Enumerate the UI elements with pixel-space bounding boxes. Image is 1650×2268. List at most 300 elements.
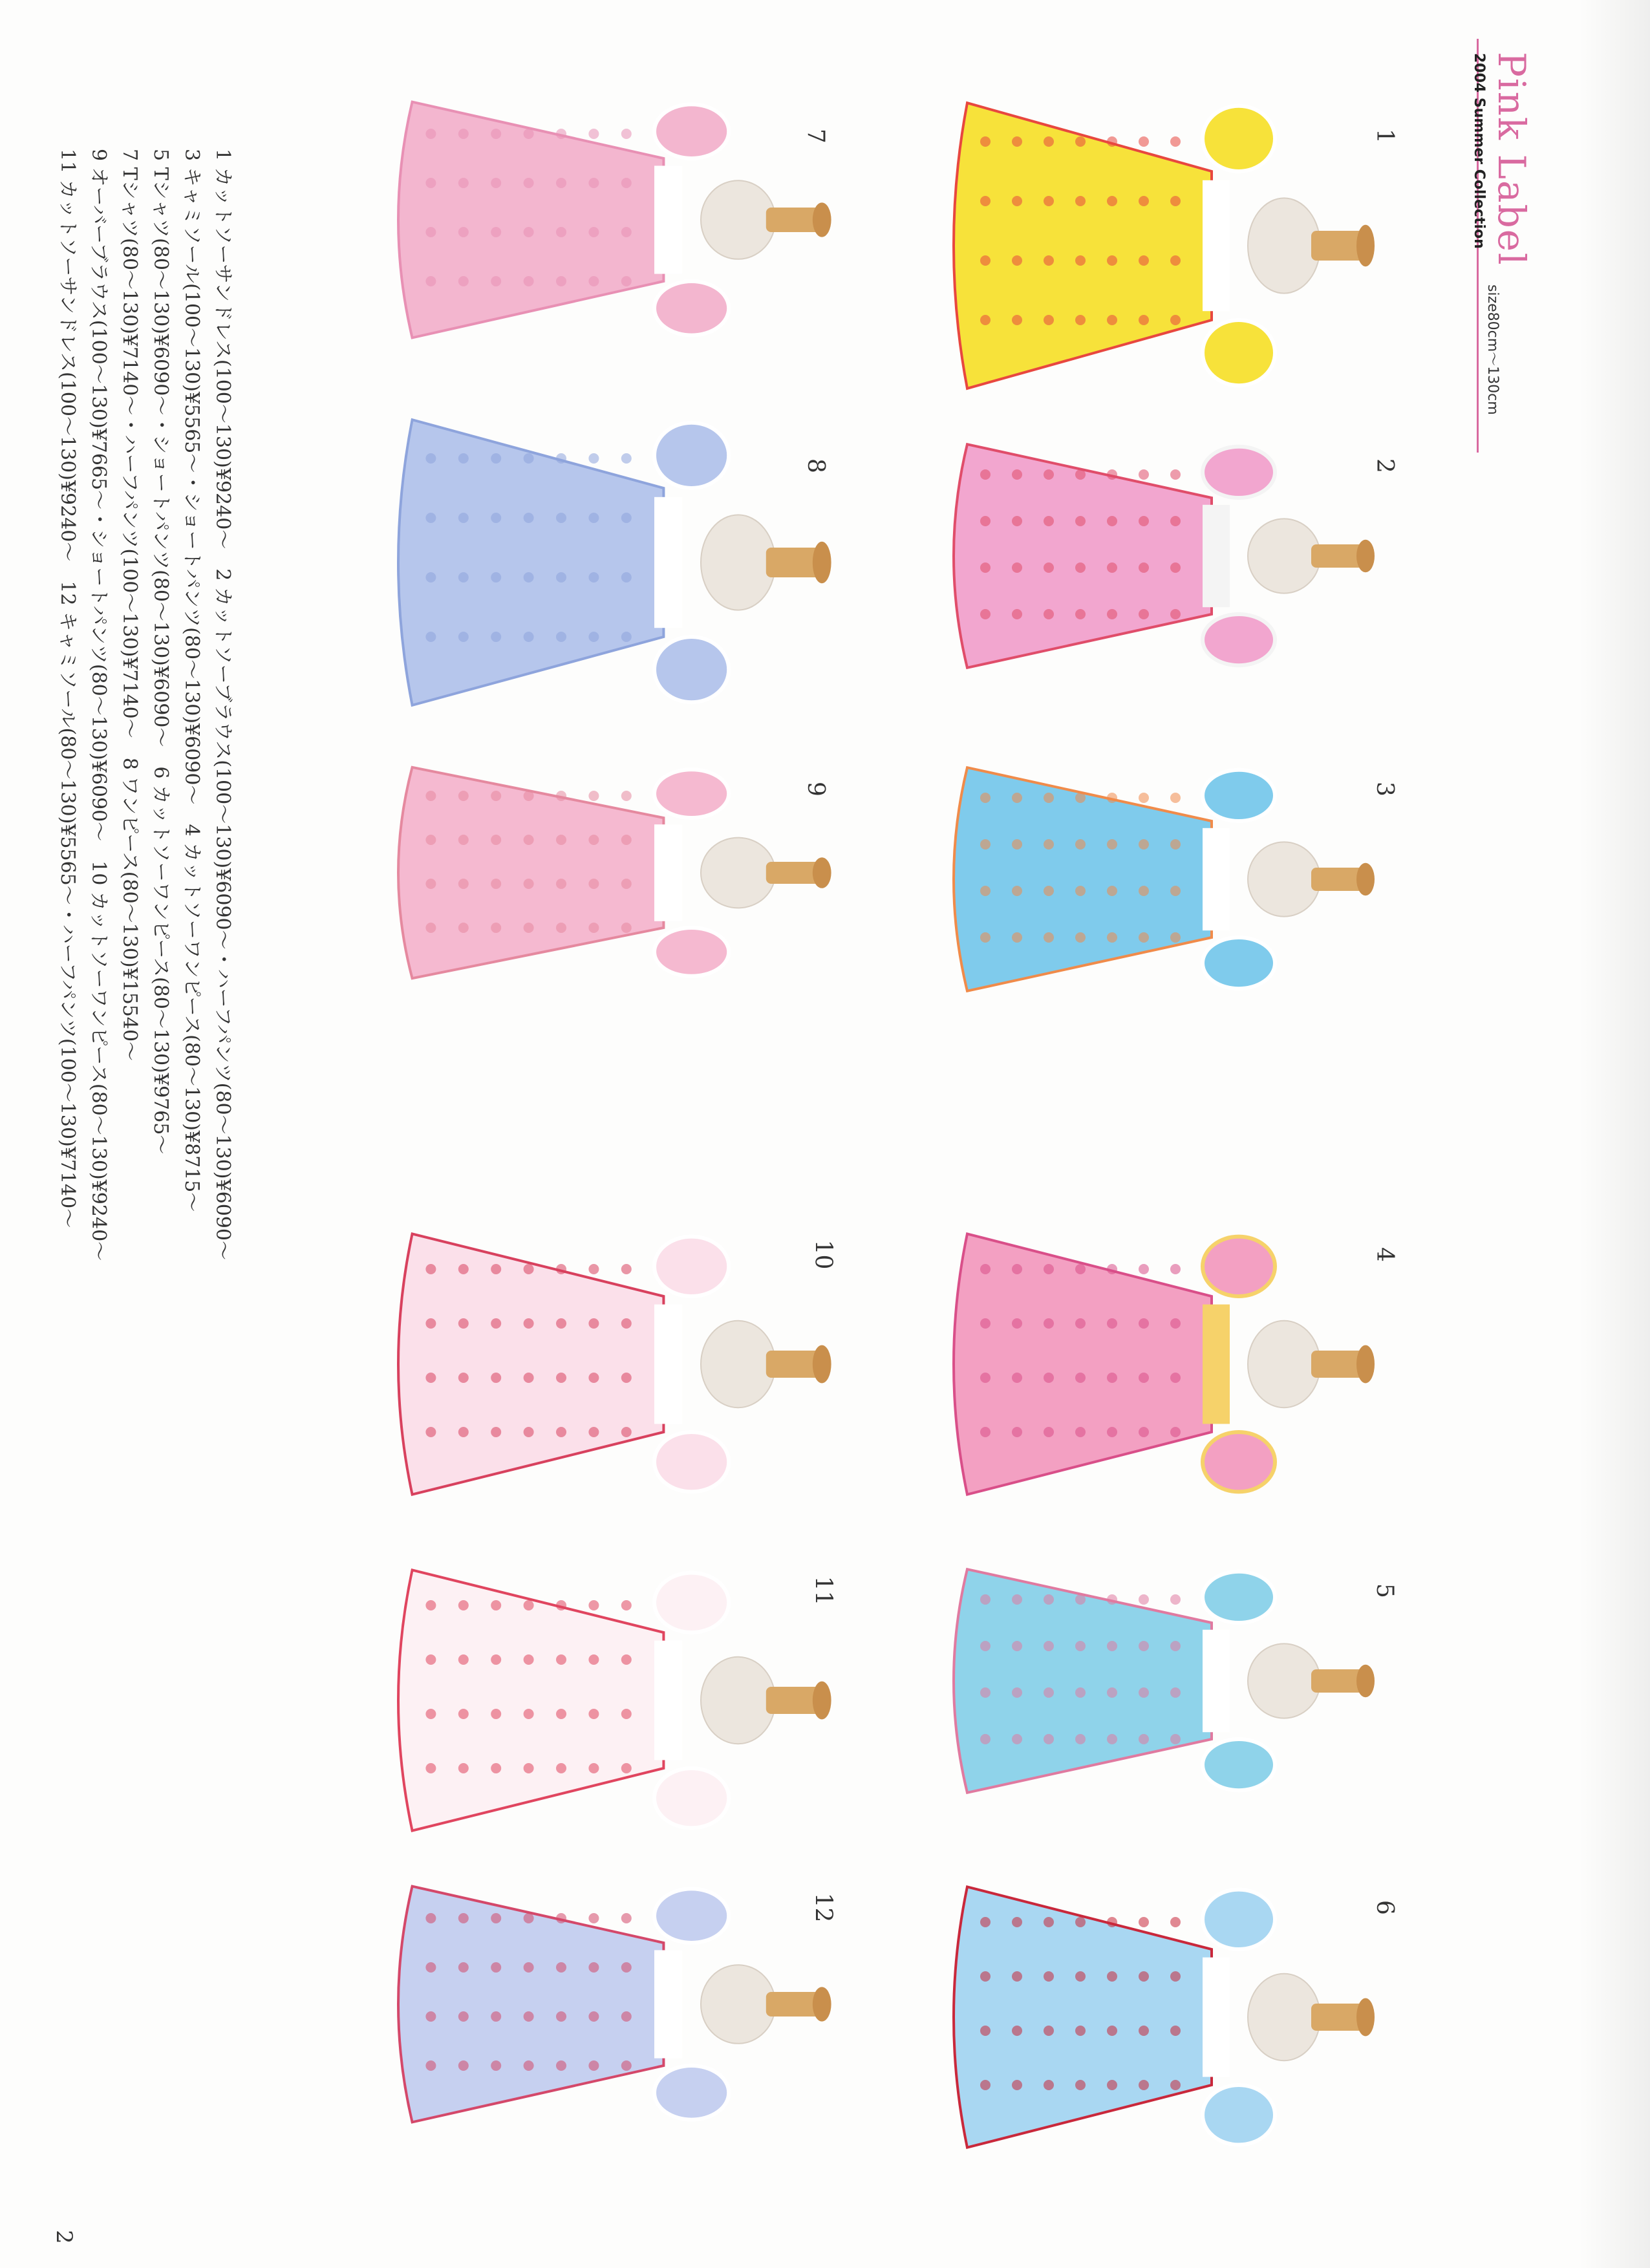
pattern-dot [524, 2060, 534, 2071]
pattern-dot [621, 2060, 632, 2071]
garment-photo [931, 97, 1384, 394]
pattern-dot [588, 453, 599, 464]
pattern-dot [458, 2060, 469, 2071]
pattern-dot [1139, 2080, 1149, 2090]
pattern-dot [980, 136, 991, 147]
garment-photo [931, 1881, 1384, 2153]
pattern-dot [425, 453, 436, 464]
pattern-dot [458, 791, 469, 801]
pattern-dot [458, 1654, 469, 1665]
pattern-dot [1075, 1687, 1086, 1698]
pattern-dot [556, 2060, 566, 2071]
pattern-dot [1044, 255, 1054, 266]
pattern-dot [1075, 1264, 1086, 1274]
pattern-dot [980, 1318, 991, 1329]
pattern-dot [1107, 1373, 1117, 1383]
pattern-dot [980, 609, 991, 619]
pattern-dot [1170, 136, 1181, 147]
mannequin-form [701, 1965, 775, 2044]
mannequin-form [1248, 1321, 1320, 1407]
pattern-dot [1012, 1687, 1022, 1698]
pattern-dot [1170, 1373, 1181, 1383]
pattern-dot [1107, 609, 1117, 619]
pattern-dot [1044, 793, 1054, 803]
pattern-dot [425, 1763, 436, 1773]
caption-line: 3 キャミソール(100～130)¥5565～・ショートパンツ(80～130)¥6090～ 4 カットソーワンピース(80～130)¥8715～ [180, 149, 203, 1212]
pattern-dot [1012, 932, 1022, 943]
pattern-dot [1075, 2080, 1086, 2090]
pattern-dot [1012, 1971, 1022, 1982]
pattern-dot [1170, 1427, 1181, 1437]
mannequin-cap [1356, 1345, 1375, 1384]
pattern-dot [621, 276, 632, 286]
product-item-1 [931, 97, 1384, 394]
pattern-dot [980, 1641, 991, 1651]
pattern-dot [1012, 2080, 1022, 2090]
garment-sleeve [1203, 770, 1275, 821]
pattern-dot [491, 1427, 501, 1437]
pattern-dot [1107, 2026, 1117, 2036]
pattern-dot [458, 227, 469, 237]
pattern-dot [588, 129, 599, 139]
pattern-dot [1107, 1917, 1117, 1927]
garment-sleeve [654, 637, 729, 702]
pattern-dot [980, 2026, 991, 2036]
pattern-dot [1012, 2026, 1022, 2036]
pattern-dot [1075, 255, 1086, 266]
pattern-dot [1075, 886, 1086, 896]
pattern-dot [556, 1709, 566, 1719]
pattern-dot [1107, 1427, 1117, 1437]
pattern-dot [1012, 196, 1022, 206]
mannequin-cap [813, 202, 831, 237]
pattern-dot [1012, 315, 1022, 325]
pattern-dot [1170, 1264, 1181, 1274]
pattern-dot [524, 1373, 534, 1383]
garment-photo [931, 1565, 1384, 1797]
pattern-dot [556, 1962, 566, 1973]
pattern-dot [524, 791, 534, 801]
mannequin-form [701, 838, 775, 908]
pattern-dot [1107, 1971, 1117, 1982]
pattern-dot [621, 1763, 632, 1773]
garment-sleeve [1203, 1432, 1275, 1492]
product-item-9 [375, 763, 841, 983]
product-item-6 [931, 1881, 1384, 2153]
pattern-dot [491, 2060, 501, 2071]
pattern-dot [491, 453, 501, 464]
pattern-dot [1044, 2080, 1054, 2090]
pattern-dot [491, 1654, 501, 1665]
pattern-dot [588, 1763, 599, 1773]
product-item-10 [375, 1228, 841, 1500]
mannequin-cap [813, 542, 831, 583]
pattern-dot [1107, 2080, 1117, 2090]
pattern-dot [1012, 1734, 1022, 1744]
garment-sleeve [654, 1888, 729, 1943]
pattern-dot [524, 572, 534, 583]
pattern-dot [1075, 1318, 1086, 1329]
garment-photo [375, 1228, 841, 1500]
pattern-dot [1075, 1641, 1086, 1651]
pattern-dot [1170, 1594, 1181, 1605]
mannequin-form [701, 1321, 775, 1407]
pattern-dot [1012, 469, 1022, 480]
pattern-dot [1170, 1971, 1181, 1982]
garment-photo [375, 97, 841, 343]
pattern-dot [491, 227, 501, 237]
garment-sleeve [1203, 2085, 1275, 2145]
product-item-3 [931, 763, 1384, 996]
pattern-dot [1012, 1641, 1022, 1651]
pattern-dot [1170, 609, 1181, 619]
pattern-dot [524, 1600, 534, 1610]
item-number: 6 [1371, 1900, 1398, 1915]
pattern-dot [1075, 136, 1086, 147]
pattern-dot [425, 2060, 436, 2071]
pattern-dot [1170, 562, 1181, 573]
pattern-dot [980, 1917, 991, 1927]
garment-sleeve [654, 104, 729, 158]
pattern-dot [621, 835, 632, 845]
pattern-dot [1075, 196, 1086, 206]
pattern-dot [556, 1654, 566, 1665]
garment-sleeve [1203, 1572, 1275, 1623]
pattern-dot [524, 1763, 534, 1773]
item-number: 7 [802, 129, 829, 144]
pattern-dot [1170, 839, 1181, 850]
pattern-dot [621, 1264, 632, 1274]
garment-sleeve [1203, 614, 1275, 665]
pattern-dot [425, 1709, 436, 1719]
pattern-dot [1044, 839, 1054, 850]
pattern-dot [1075, 1971, 1086, 1982]
mannequin-cap [1356, 1665, 1375, 1697]
pattern-dot [524, 835, 534, 845]
pattern-dot [556, 276, 566, 286]
pattern-dot [1107, 1734, 1117, 1744]
collection-label: 2004 Summer Collection [1471, 53, 1487, 249]
garment-photo [931, 1228, 1384, 1500]
pattern-dot [1139, 1373, 1149, 1383]
pattern-dot [588, 835, 599, 845]
pattern-dot [1075, 932, 1086, 943]
pattern-dot [1044, 1264, 1054, 1274]
pattern-dot [1044, 1373, 1054, 1383]
pattern-dot [425, 276, 436, 286]
pattern-dot [1139, 886, 1149, 896]
product-item-7 [375, 97, 841, 343]
pattern-dot [425, 572, 436, 583]
pattern-dot [458, 923, 469, 933]
pattern-dot [524, 1318, 534, 1329]
pattern-dot [588, 178, 599, 188]
pattern-dot [524, 879, 534, 889]
pattern-dot [1075, 1734, 1086, 1744]
pattern-dot [524, 1913, 534, 1923]
pattern-dot [556, 791, 566, 801]
pattern-dot [980, 2080, 991, 2090]
pattern-dot [1075, 839, 1086, 850]
pattern-dot [1139, 1641, 1149, 1651]
pattern-dot [458, 1600, 469, 1610]
mannequin-form [701, 515, 775, 610]
pattern-dot [458, 1913, 469, 1923]
pattern-dot [1075, 609, 1086, 619]
pattern-dot [491, 1913, 501, 1923]
pattern-dot [1075, 1594, 1086, 1605]
pattern-dot [425, 1654, 436, 1665]
pattern-dot [621, 453, 632, 464]
garment-sleeve [1203, 447, 1275, 498]
pattern-dot [1139, 1971, 1149, 1982]
pattern-dot [458, 1373, 469, 1383]
mannequin-form [1248, 198, 1320, 293]
pattern-dot [1044, 562, 1054, 573]
pattern-dot [1139, 196, 1149, 206]
pattern-dot [491, 1373, 501, 1383]
pattern-dot [621, 879, 632, 889]
pattern-dot [1170, 793, 1181, 803]
pattern-dot [1012, 886, 1022, 896]
pattern-dot [588, 276, 599, 286]
pattern-dot [588, 1654, 599, 1665]
pattern-dot [1044, 469, 1054, 480]
garment-collar [1203, 828, 1230, 930]
pattern-dot [1012, 839, 1022, 850]
pattern-dot [1044, 1917, 1054, 1927]
garment-sleeve [1203, 320, 1275, 385]
pattern-dot [621, 1373, 632, 1383]
pattern-dot [588, 2011, 599, 2022]
pattern-dot [491, 1264, 501, 1274]
garment-photo [375, 1881, 841, 2127]
pattern-dot [556, 572, 566, 583]
mannequin-cap [1356, 863, 1375, 895]
garment-photo [375, 414, 841, 711]
pattern-dot [1107, 315, 1117, 325]
item-number: 12 [809, 1892, 837, 1923]
pattern-dot [1170, 886, 1181, 896]
pattern-dot [1107, 196, 1117, 206]
pattern-dot [1075, 1427, 1086, 1437]
pattern-dot [1139, 1427, 1149, 1437]
pattern-dot [491, 129, 501, 139]
pattern-dot [1139, 609, 1149, 619]
pattern-dot [621, 923, 632, 933]
mannequin-cap [1356, 225, 1375, 266]
pattern-dot [1139, 315, 1149, 325]
pattern-dot [491, 835, 501, 845]
garment-collar [1203, 1630, 1230, 1732]
pattern-dot [556, 879, 566, 889]
mannequin-form [1248, 1643, 1320, 1718]
pattern-dot [524, 1709, 534, 1719]
pattern-dot [588, 227, 599, 237]
pattern-dot [491, 923, 501, 933]
pattern-dot [621, 1654, 632, 1665]
pattern-dot [556, 1600, 566, 1610]
pattern-dot [491, 1962, 501, 1973]
pattern-dot [1139, 1687, 1149, 1698]
pattern-dot [621, 178, 632, 188]
garment-sleeve [654, 1237, 729, 1296]
garment-sleeve [654, 1768, 729, 1828]
pattern-dot [1075, 315, 1086, 325]
mannequin-form [701, 180, 775, 259]
pattern-dot [425, 632, 436, 642]
pattern-dot [980, 1734, 991, 1744]
caption-line: 11 カットソーサンドレス(100～130)¥9240～ 12 キャミソール(80～130)¥5565～・ハーフパンツ(100～130)¥7140～ [56, 149, 79, 1228]
pattern-dot [1075, 1917, 1086, 1927]
pattern-dot [980, 932, 991, 943]
pattern-dot [1139, 255, 1149, 266]
pattern-dot [1107, 932, 1117, 943]
mannequin-form [701, 1657, 775, 1744]
caption-line: 5 Tシャツ(80～130)¥6090～・ショートパンツ(80～130)¥6090～ 6 カットソーワンピース(80～130)¥9765～ [149, 149, 172, 1155]
pattern-dot [1044, 516, 1054, 526]
product-item-8 [375, 414, 841, 711]
pattern-dot [588, 1600, 599, 1610]
garment-collar [654, 824, 682, 921]
pattern-dot [1170, 315, 1181, 325]
garment-sleeve [654, 423, 729, 488]
pattern-dot [425, 1373, 436, 1383]
item-number: 11 [809, 1576, 837, 1606]
pattern-dot [556, 227, 566, 237]
pattern-dot [425, 129, 436, 139]
pattern-dot [588, 1373, 599, 1383]
mannequin-form [1248, 1974, 1320, 2060]
pattern-dot [980, 196, 991, 206]
pattern-dot [524, 2011, 534, 2022]
pattern-dot [1170, 1318, 1181, 1329]
pattern-dot [425, 1913, 436, 1923]
pattern-dot [1170, 1687, 1181, 1698]
garment-photo [931, 440, 1384, 672]
garment-collar [654, 1305, 682, 1424]
garment-photo [375, 1565, 841, 1836]
pattern-dot [1012, 793, 1022, 803]
item-number: 5 [1371, 1583, 1398, 1598]
pattern-dot [1012, 1318, 1022, 1329]
pattern-dot [1075, 562, 1086, 573]
pattern-dot [1075, 2026, 1086, 2036]
pattern-dot [1044, 1971, 1054, 1982]
pattern-dot [1075, 516, 1086, 526]
garment-sleeve [1203, 106, 1275, 171]
pattern-dot [980, 562, 991, 573]
pattern-dot [588, 791, 599, 801]
pattern-dot [1107, 839, 1117, 850]
pattern-dot [1170, 1917, 1181, 1927]
pattern-dot [1012, 1427, 1022, 1437]
item-number: 4 [1371, 1247, 1398, 1262]
pattern-dot [1139, 793, 1149, 803]
pattern-dot [491, 178, 501, 188]
pattern-dot [980, 886, 991, 896]
pattern-dot [1012, 1264, 1022, 1274]
pattern-dot [491, 1318, 501, 1329]
pattern-dot [1170, 469, 1181, 480]
product-item-12 [375, 1881, 841, 2127]
item-number: 10 [809, 1239, 837, 1270]
pattern-dot [425, 835, 436, 845]
pattern-dot [425, 791, 436, 801]
garment-photo [375, 763, 841, 983]
pattern-dot [556, 1373, 566, 1383]
pattern-dot [980, 469, 991, 480]
pattern-dot [588, 1264, 599, 1274]
pattern-dot [458, 1709, 469, 1719]
garment-collar [654, 1950, 682, 2058]
pattern-dot [556, 513, 566, 523]
pattern-dot [1012, 609, 1022, 619]
pattern-dot [1012, 136, 1022, 147]
pattern-dot [980, 1971, 991, 1982]
pattern-dot [1139, 516, 1149, 526]
pattern-dot [1012, 516, 1022, 526]
pattern-dot [588, 2060, 599, 2071]
pattern-dot [1170, 2026, 1181, 2036]
pattern-dot [556, 1264, 566, 1274]
pattern-dot [588, 513, 599, 523]
item-number: 1 [1371, 129, 1398, 144]
pattern-dot [491, 276, 501, 286]
pattern-dot [621, 2011, 632, 2022]
pattern-dot [1107, 1318, 1117, 1329]
pattern-dot [491, 1763, 501, 1773]
pattern-dot [588, 1427, 599, 1437]
pattern-dot [524, 227, 534, 237]
pattern-dot [556, 1913, 566, 1923]
garment-sleeve [654, 2066, 729, 2120]
garment-sleeve [654, 1573, 729, 1632]
pattern-dot [1012, 255, 1022, 266]
pattern-dot [425, 923, 436, 933]
page-number: 2 [50, 2230, 77, 2244]
pattern-dot [491, 572, 501, 583]
product-item-5 [931, 1565, 1384, 1797]
pattern-dot [588, 1709, 599, 1719]
pattern-dot [458, 632, 469, 642]
pattern-dot [621, 1600, 632, 1610]
pattern-dot [588, 1913, 599, 1923]
pattern-dot [980, 793, 991, 803]
pattern-dot [425, 1264, 436, 1274]
pattern-dot [425, 879, 436, 889]
pattern-dot [556, 129, 566, 139]
pattern-dot [1107, 469, 1117, 480]
pattern-dot [621, 1318, 632, 1329]
pattern-dot [556, 923, 566, 933]
pattern-dot [1139, 1734, 1149, 1744]
pattern-dot [425, 1318, 436, 1329]
item-number: 9 [802, 782, 829, 797]
pattern-dot [980, 1687, 991, 1698]
pattern-dot [524, 513, 534, 523]
pattern-dot [556, 632, 566, 642]
pattern-dot [1044, 315, 1054, 325]
item-number: 2 [1371, 458, 1398, 473]
pattern-dot [458, 1427, 469, 1437]
size-note: size80cm～130cm [1484, 284, 1501, 415]
pattern-dot [491, 1600, 501, 1610]
page-edge-shadow [1579, 0, 1650, 2268]
pattern-dot [1044, 1318, 1054, 1329]
pattern-dot [588, 572, 599, 583]
pattern-dot [458, 453, 469, 464]
